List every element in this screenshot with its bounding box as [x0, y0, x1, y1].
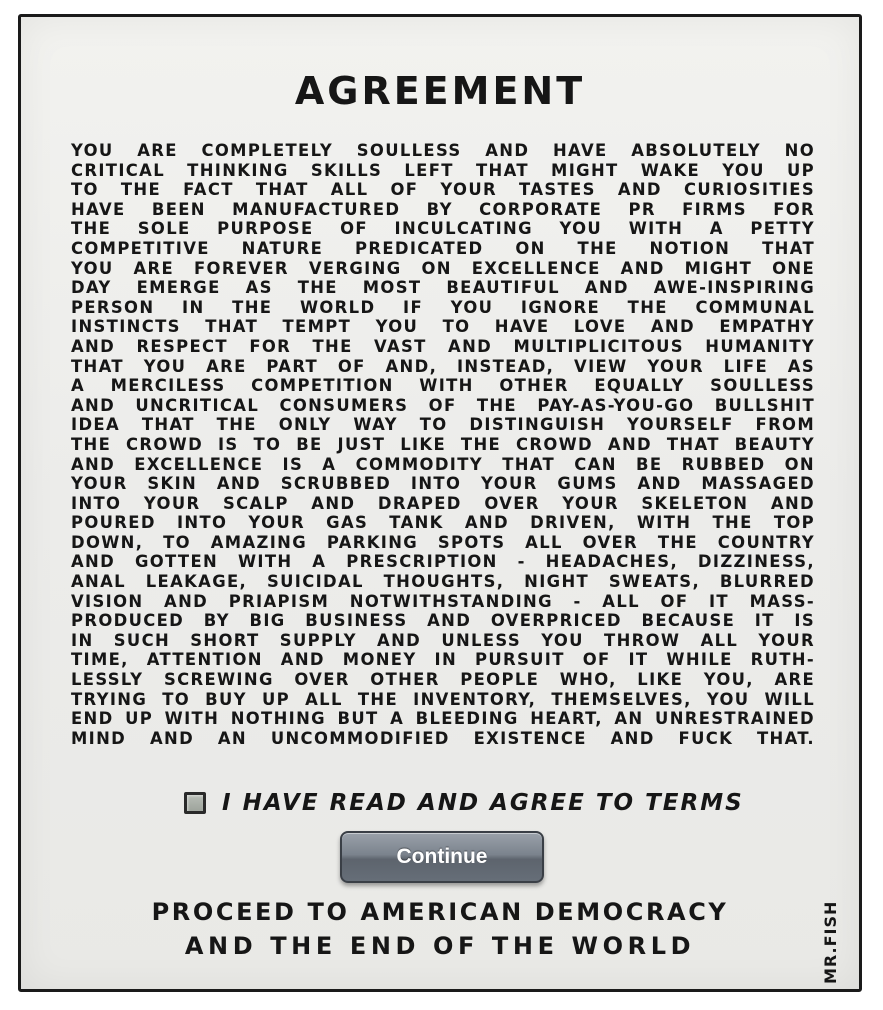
terms-line: POURED INTO YOUR GAS TANK AND DRIVEN, WITH THE TOP	[71, 513, 815, 533]
terms-line: INTO YOUR SCALP AND DRAPED OVER YOUR SKELETON AND	[71, 493, 815, 513]
terms-line: MIND AND AN UNCOMMODIFIED EXISTENCE AND FUCK THAT.	[71, 728, 815, 748]
terms-line: PERSON IN THE WORLD IF YOU IGNORE THE COMMUNAL	[71, 297, 815, 317]
terms-line: END UP WITH NOTHING BUT A BLEEDING HEART, AN UNRESTRAINED	[71, 709, 815, 729]
terms-line: YOU ARE FOREVER VERGING ON EXCELLENCE AND MIGHT ONE	[71, 258, 815, 278]
continue-button[interactable]: Continue	[340, 831, 544, 883]
footer-line-2: AND THE END OF THE WORLD	[184, 932, 696, 960]
agreement-title: AGREEMENT	[294, 69, 586, 113]
artist-signature: MR.FISH	[821, 900, 840, 984]
footer-caption	[21, 895, 859, 963]
terms-line: CRITICAL THINKING SKILLS LEFT THAT MIGHT WAKE YOU UP	[71, 160, 815, 180]
terms-line: TIME, ATTENTION AND MONEY IN PURSUIT OF IT WHILE RUTH-	[71, 650, 815, 670]
terms-line: INSTINCTS THAT TEMPT YOU TO HAVE LOVE AND EMPATHY	[71, 317, 815, 337]
terms-line: YOUR SKIN AND SCRUBBED INTO YOUR GUMS AND MASSAGED	[71, 474, 815, 494]
agree-row[interactable]	[184, 787, 744, 819]
terms-line: ANAL LEAKAGE, SUICIDAL THOUGHTS, NIGHT SWEATS, BLURRED	[71, 572, 815, 592]
terms-line: PRODUCED BY BIG BUSINESS AND OVERPRICED BECAUSE IT IS	[71, 611, 815, 631]
terms-line: AND GOTTEN WITH A PRESCRIPTION - HEADACHES, DIZZINESS,	[71, 552, 815, 572]
terms-line: TRYING TO BUY UP ALL THE INVENTORY, THEMSELVES, YOU WILL	[71, 689, 815, 709]
agree-checkbox[interactable]	[184, 792, 206, 814]
terms-line: AND RESPECT FOR THE VAST AND MULTIPLICITOUS HUMANITY	[71, 336, 815, 356]
terms-line: LESSLY SCREWING OVER OTHER PEOPLE WHO, LIKE YOU, ARE	[71, 670, 815, 690]
terms-line: DOWN, TO AMAZING PARKING SPOTS ALL OVER THE COUNTRY	[71, 532, 815, 552]
terms-line: AND UNCRITICAL CONSUMERS OF THE PAY-AS-YOU-GO BULLSHIT	[71, 395, 815, 415]
terms-line: COMPETITIVE NATURE PREDICATED ON THE NOTION THAT	[71, 238, 815, 258]
terms-line: VISION AND PRIAPISM NOTWITHSTANDING - ALL OF IT MASS-	[71, 591, 815, 611]
terms-line: HAVE BEEN MANUFACTURED BY CORPORATE PR FIRMS FOR	[71, 199, 815, 219]
terms-line: THAT YOU ARE PART OF AND, INSTEAD, VIEW YOUR LIFE AS	[71, 356, 815, 376]
terms-line: IN SUCH SHORT SUPPLY AND UNLESS YOU THROW ALL YOUR	[71, 630, 815, 650]
terms-line: AND EXCELLENCE IS A COMMODITY THAT CAN BE RUBBED ON	[71, 454, 815, 474]
agree-checkbox-label[interactable]: I HAVE READ AND AGREE TO TERMS	[222, 790, 744, 816]
terms-line: THE CROWD IS TO BE JUST LIKE THE CROWD AND THAT BEAUTY	[71, 434, 815, 454]
footer-line-1: PROCEED TO AMERICAN DEMOCRACY	[151, 898, 729, 926]
terms-line: DAY EMERGE AS THE MOST BEAUTIFUL AND AWE-INSPIRING	[71, 278, 815, 298]
terms-line: YOU ARE COMPLETELY SOULLESS AND HAVE ABSOLUTELY NO	[71, 141, 815, 160]
agreement-panel	[18, 14, 862, 992]
terms-line: IDEA THAT THE ONLY WAY TO DISTINGUISH YOURSELF FROM	[71, 415, 815, 435]
terms-line: THE SOLE PURPOSE OF INCULCATING YOU WITH A PETTY	[71, 219, 815, 239]
terms-line: A MERCILESS COMPETITION WITH OTHER EQUALLY SOULLESS	[71, 376, 815, 396]
terms-line: TO THE FACT THAT ALL OF YOUR TASTES AND CURIOSITIES	[71, 180, 815, 200]
terms-text	[71, 141, 815, 748]
